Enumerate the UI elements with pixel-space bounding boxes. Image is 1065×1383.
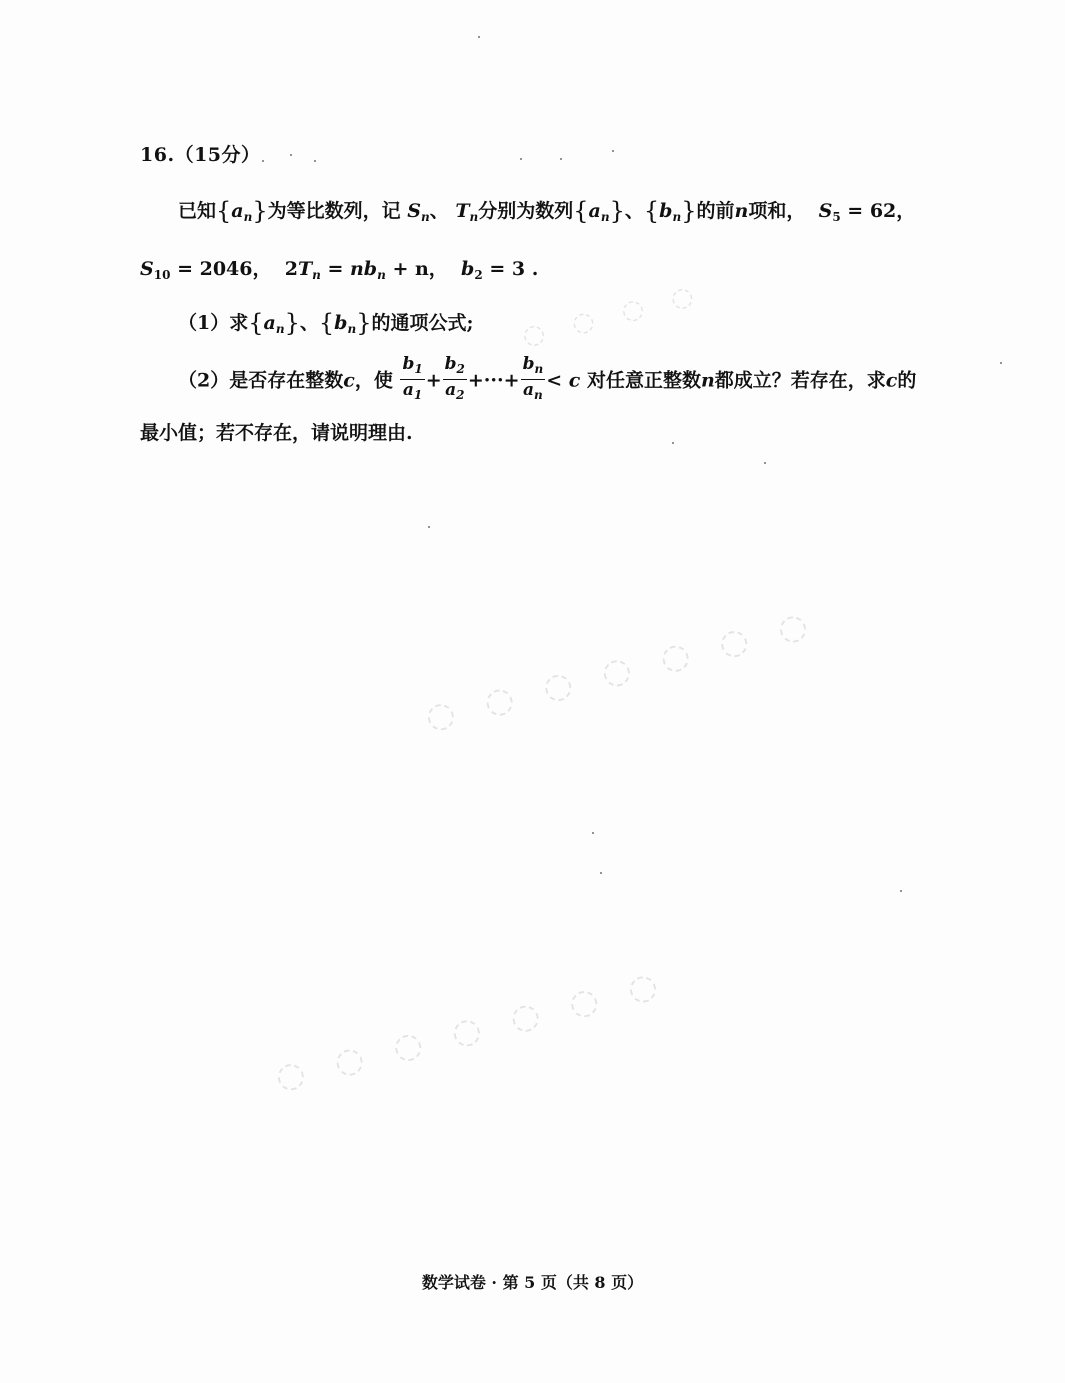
text: 对任意正整数 [586, 369, 701, 392]
text: 分别为数列 [478, 200, 574, 222]
fraction-b1-a1 [400, 354, 424, 405]
math-n: n [734, 200, 749, 222]
math-a: a [588, 200, 601, 222]
scan-speck [900, 890, 902, 892]
scan-speck [478, 36, 480, 38]
fraction-b2-a2 [443, 354, 467, 405]
math-T: T [297, 258, 313, 280]
math-S: S [407, 200, 421, 222]
part-label: （2） [178, 369, 230, 392]
numerator: $b_2$ [443, 354, 467, 380]
part-2 [178, 356, 916, 407]
text: 求 [229, 312, 249, 334]
numerator: $b_1$ [400, 354, 424, 380]
scan-speck [672, 442, 674, 444]
scan-speck [428, 526, 430, 528]
equation: 2 [284, 258, 298, 280]
brace: } [284, 309, 300, 337]
operator: +···+ [467, 369, 520, 392]
math-n: n [700, 369, 715, 392]
problem-statement-line-2 [140, 254, 538, 290]
question-header [140, 140, 261, 167]
brace: { [216, 197, 232, 225]
question-points: （15分） [174, 144, 261, 166]
scan-speck [764, 462, 766, 464]
math-sub: 10 [153, 268, 171, 282]
brace: } [252, 197, 268, 225]
scan-speck [290, 154, 292, 156]
math-sub: n [421, 210, 430, 224]
math-sub: n [243, 210, 253, 224]
math-b: b [659, 200, 673, 222]
watermark: ◌ ◌ ◌ ◌ ◌ ◌ ◌ [271, 961, 672, 1099]
text: 的 [897, 369, 917, 392]
text: 的通项公式; [371, 312, 474, 334]
scan-speck [262, 160, 264, 162]
text: 最小值；若不存在，请说明理由. [140, 422, 413, 444]
math-sub: 2 [474, 268, 483, 282]
math-b: b [461, 258, 475, 280]
equation: + n， [392, 258, 448, 280]
text: 、 [624, 200, 644, 222]
brace: { [643, 197, 660, 225]
page-footer: 数学试卷 · 第 5 页（共 8 页） [421, 1273, 644, 1292]
equation: = 3 . [489, 258, 539, 280]
math-S: S [140, 258, 154, 280]
brace: { [318, 309, 335, 337]
problem-statement-line-1 [178, 196, 915, 232]
text: 、 [429, 200, 449, 222]
brace: } [609, 197, 625, 225]
brace: } [681, 197, 697, 225]
math-a: a [231, 200, 244, 222]
text: 为等比数列，记 [267, 200, 401, 222]
math-T: T [455, 200, 470, 222]
scan-speck [612, 150, 614, 152]
scan-speck [1000, 362, 1002, 364]
inequality: < c [546, 369, 581, 392]
brace: } [356, 309, 372, 337]
text: 的前 [696, 200, 735, 222]
math-b: b [334, 312, 348, 334]
math-c: c [343, 369, 355, 392]
text: 是否存在整数 [229, 369, 344, 392]
math-a: a [263, 312, 276, 334]
math-sub: n [275, 322, 285, 336]
text: 、 [299, 312, 319, 334]
math-sub: n [469, 210, 479, 224]
equation: = 2046， [177, 258, 272, 280]
scan-speck [560, 158, 562, 160]
numerator: $b_n$ [521, 354, 546, 380]
watermark: ◌ ◌ ◌ ◌ ◌ ◌ ◌ [421, 601, 822, 739]
text: 项和， [748, 200, 806, 222]
brace: { [248, 309, 264, 337]
scan-speck [592, 832, 594, 834]
equation: = nb [327, 258, 378, 280]
math-sub: n [312, 268, 321, 282]
math-sub: 5 [832, 210, 841, 224]
part-1 [178, 308, 473, 344]
scan-speck [314, 160, 316, 162]
text: 已知 [178, 200, 217, 222]
math-sub: n [672, 210, 682, 224]
equation: = 62， [847, 200, 916, 222]
part-label: （1） [178, 312, 230, 334]
operator: + [425, 369, 442, 392]
scan-speck [520, 158, 522, 160]
math-sub: n [377, 268, 386, 282]
denominator: $a_n$ [523, 380, 543, 402]
denominator: $a_2$ [445, 380, 465, 402]
denominator: $a_1$ [402, 380, 423, 402]
watermark: ◌ ◌ ◌ ◌ [519, 278, 707, 352]
question-number: 16. [140, 144, 175, 166]
scan-speck [600, 872, 602, 874]
math-S: S [818, 200, 833, 222]
brace: { [573, 197, 589, 225]
part-2-continued [140, 418, 413, 448]
math-sub: n [347, 322, 357, 336]
math-sub: n [600, 210, 610, 224]
fraction-bn-an [521, 354, 546, 405]
text: ，使 [354, 369, 393, 392]
math-c: c [885, 369, 898, 392]
text: 都成立？若存在，求 [714, 369, 886, 392]
